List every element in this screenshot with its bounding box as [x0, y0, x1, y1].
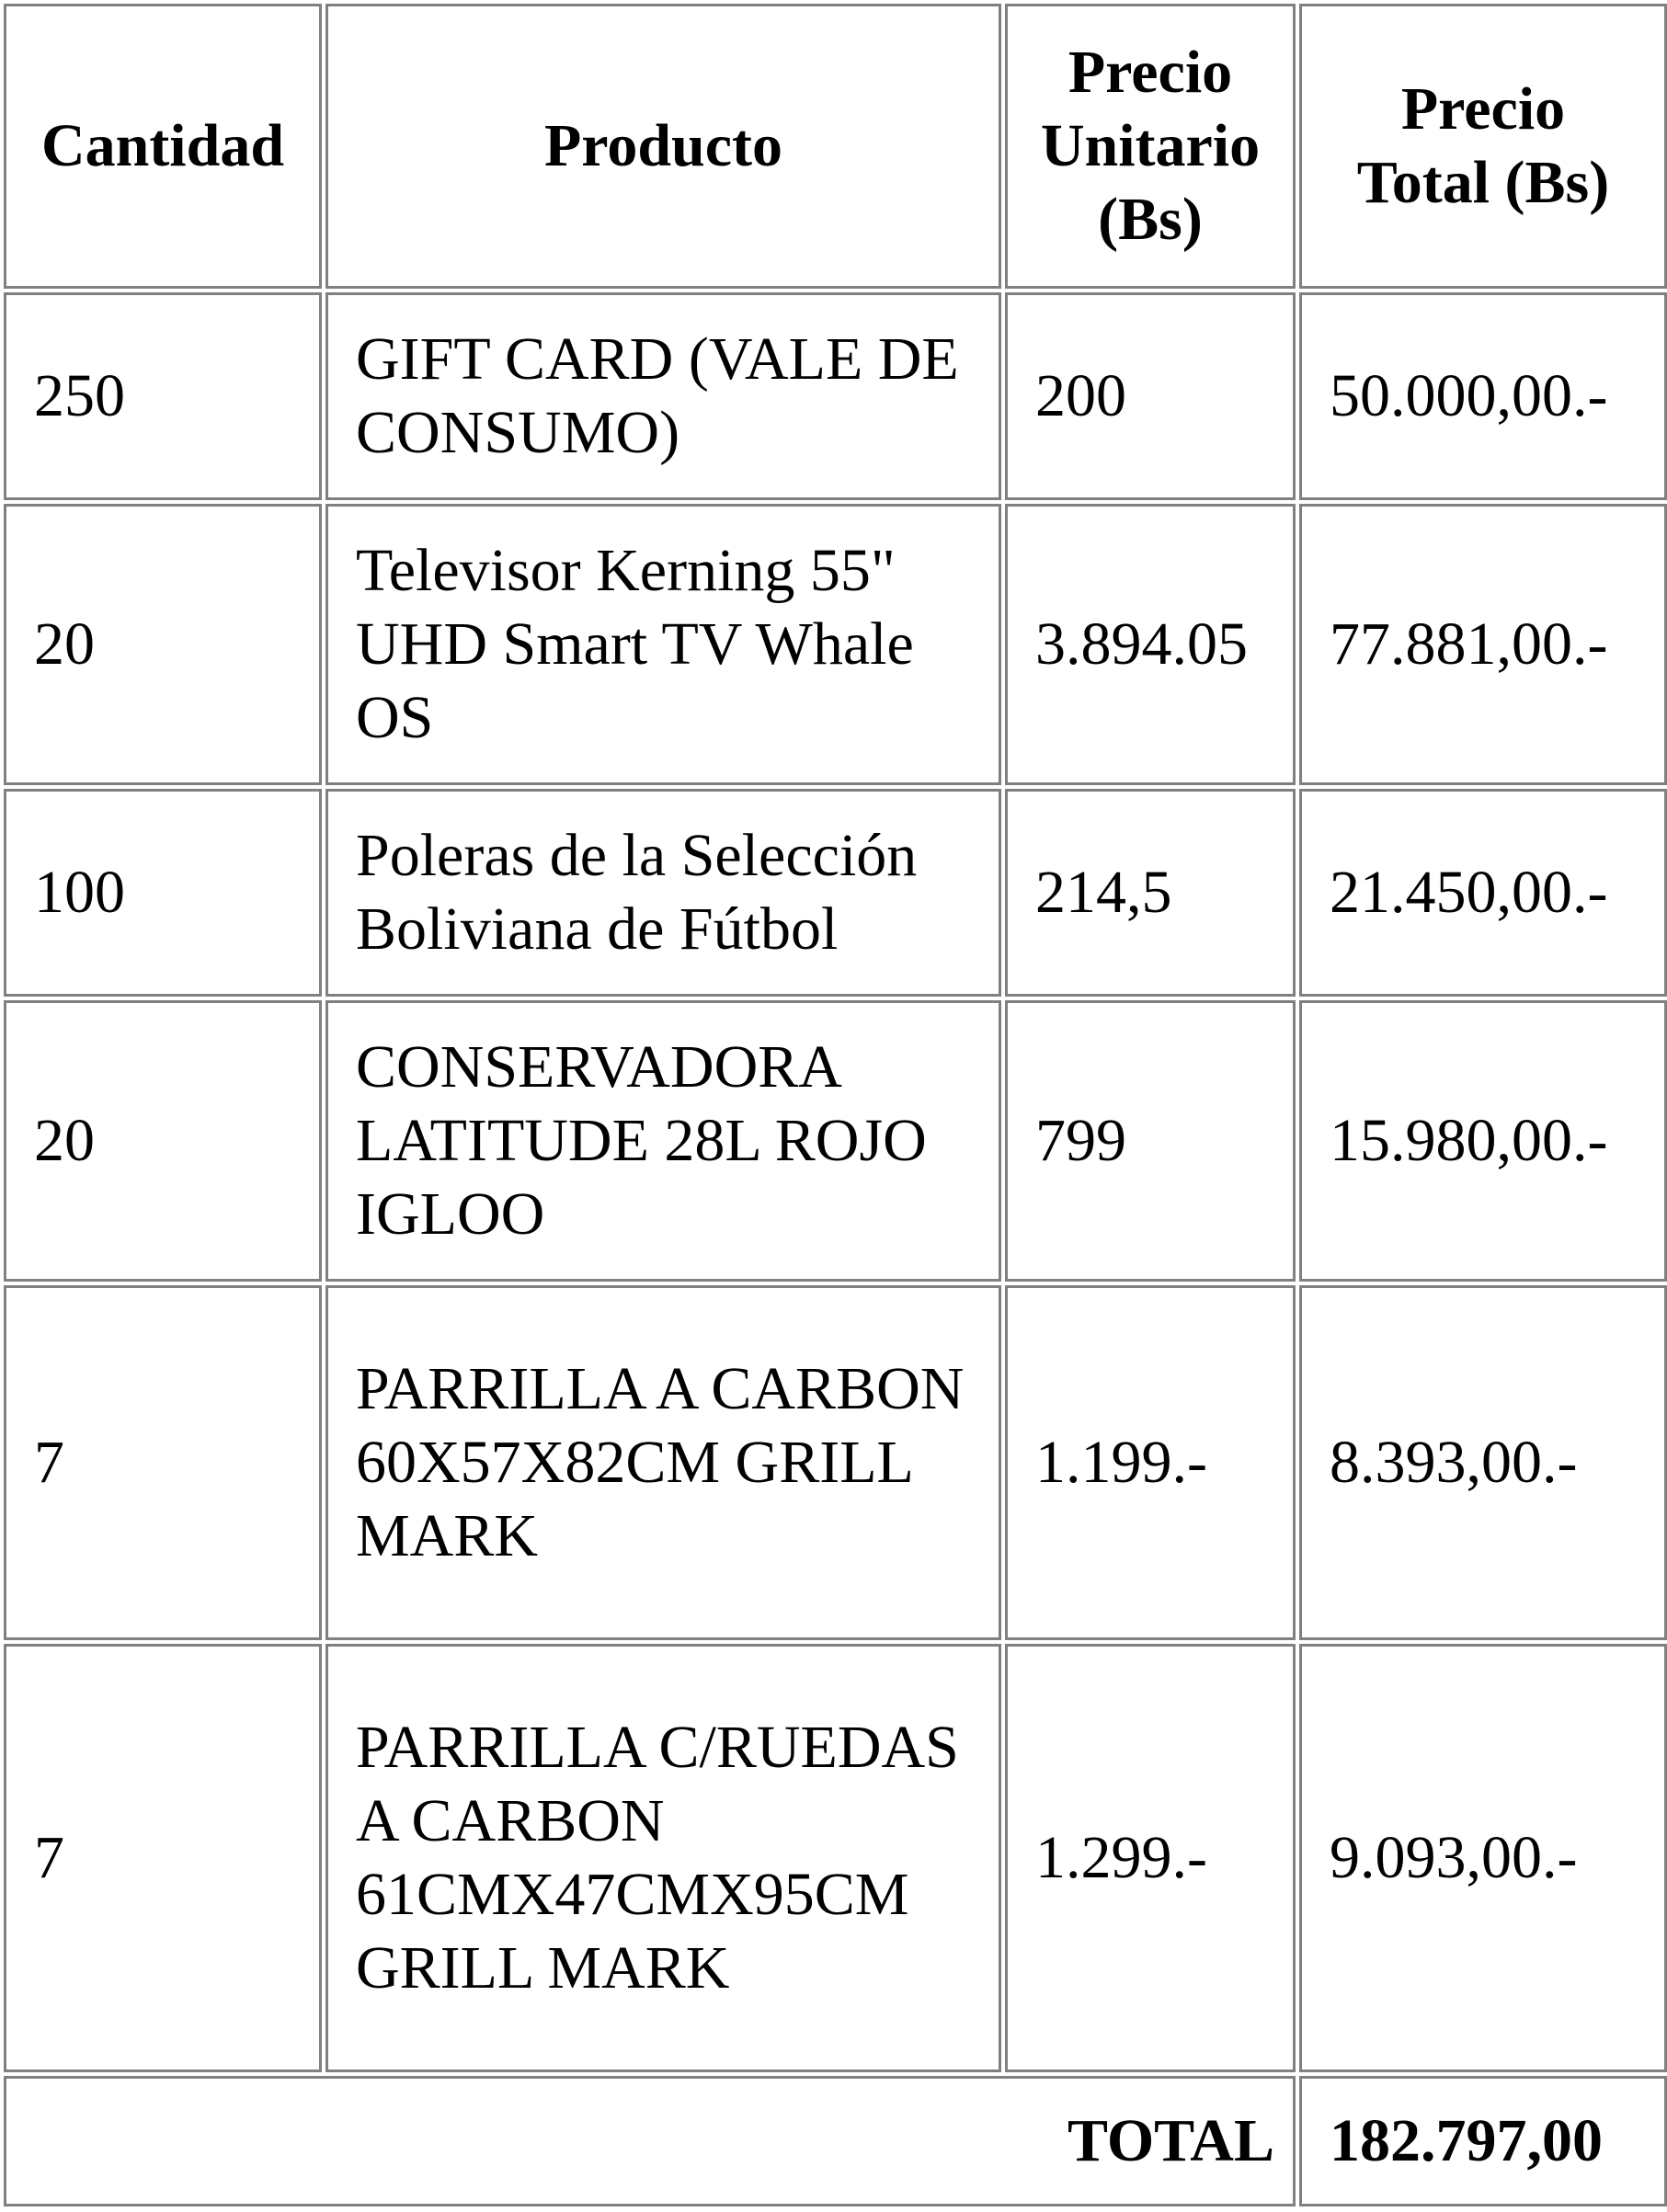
product-cell: CONSERVADORA LATITUDE 28L ROJO IGLOO [325, 1000, 1001, 1282]
unit-price-cell: 1.299.- [1005, 1644, 1296, 2072]
header-unit-price-line3: (Bs) [1098, 186, 1203, 253]
total-price-cell: 77.881,00.- [1299, 504, 1667, 785]
product-cell: PARRILLA A CARBON 60X57X82CM GRILL MARK [325, 1285, 1001, 1640]
table-row [4, 1644, 1667, 2072]
total-row [4, 2076, 1667, 2206]
header-quantity-label: Cantidad [40, 112, 285, 179]
header-row [4, 4, 1667, 289]
product-cell: Televisor Kerning 55" UHD Smart TV Whale OS [325, 504, 1001, 785]
header-unit-price-line1: Precio [1068, 39, 1233, 106]
header-quantity [4, 4, 322, 289]
total-label: TOTAL [4, 2076, 1296, 2206]
unit-price-cell: 1.199.- [1005, 1285, 1296, 1640]
quantity-cell: 20 [4, 1000, 322, 1282]
header-unit-price [1005, 4, 1296, 289]
table-row [4, 1000, 1667, 1282]
quantity-cell: 250 [4, 292, 322, 500]
table-row [4, 292, 1667, 500]
header-product [325, 4, 1001, 289]
header-total-price-line2: Total (Bs) [1356, 149, 1610, 216]
table-row [4, 789, 1667, 997]
header-product-label: Producto [543, 112, 783, 179]
quantity-cell: 20 [4, 504, 322, 785]
unit-price-cell: 3.894.05 [1005, 504, 1296, 785]
header-unit-price-line2: Unitario [1040, 112, 1261, 179]
total-price-cell: 8.393,00.- [1299, 1285, 1667, 1640]
header-total-price-line1: Precio [1400, 75, 1566, 143]
unit-price-cell: 214,5 [1005, 789, 1296, 997]
quantity-cell: 100 [4, 789, 322, 997]
unit-price-cell: 200 [1005, 292, 1296, 500]
total-price-cell: 9.093,00.- [1299, 1644, 1667, 2072]
table-row [4, 1285, 1667, 1640]
quantity-cell: 7 [4, 1644, 322, 2072]
quantity-cell: 7 [4, 1285, 322, 1640]
header-total-price [1299, 4, 1667, 289]
product-cell: GIFT CARD (VALE DE CONSUMO) [325, 292, 1001, 500]
unit-price-cell: 799 [1005, 1000, 1296, 1282]
total-price-cell: 50.000,00.- [1299, 292, 1667, 500]
total-value: 182.797,00 [1299, 2076, 1667, 2206]
table-row [4, 504, 1667, 785]
total-price-cell: 15.980,00.- [1299, 1000, 1667, 1282]
total-price-cell: 21.450,00.- [1299, 789, 1667, 997]
product-cell: PARRILLA C/RUEDAS A CARBON 61CMX47CMX95CM GRILL MARK [325, 1644, 1001, 2072]
product-cell: Poleras de la Selección Boliviana de Fútbol [325, 789, 1001, 997]
